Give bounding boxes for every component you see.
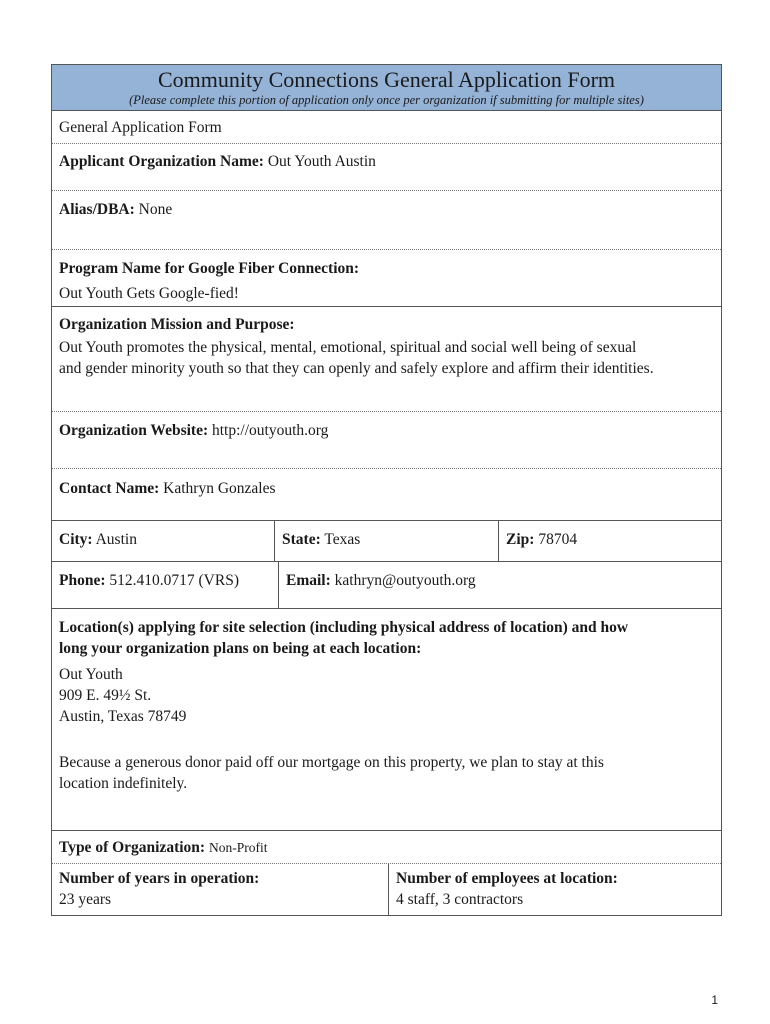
website-row — [52, 411, 721, 468]
state-label: State: — [282, 531, 321, 548]
form-subtitle: (Please complete this portion of application only once per organization if submitting for multiple sites) — [129, 93, 644, 107]
years-employees-row — [52, 863, 721, 915]
years-value: 23 years — [59, 891, 112, 908]
email-value: kathryn@outyouth.org — [334, 572, 476, 589]
contact-value: Kathryn Gonzales — [163, 480, 276, 497]
program-label: Program Name for Google Fiber Connection: — [59, 260, 360, 277]
contact-row — [52, 468, 721, 520]
employees-value: 4 staff, 3 contractors — [396, 891, 524, 908]
alias-value: None — [138, 201, 173, 218]
locations-label-line-1: Location(s) applying for site selection (including physical address of location) and how — [59, 619, 629, 636]
program-row — [52, 249, 721, 306]
address-line-3: Austin, Texas 78749 — [59, 708, 187, 725]
org-name-value: Out Youth Austin — [267, 153, 376, 170]
location-note-line-1: Because a generous donor paid off our mortgage on this property, we plan to stay at this — [59, 754, 604, 771]
org-type-row — [52, 830, 721, 863]
application-form — [51, 64, 722, 916]
phone-email-row — [52, 561, 721, 608]
org-type-label: Type of Organization: — [59, 839, 206, 856]
section-label: General Application Form — [59, 119, 222, 136]
years-label: Number of years in operation: — [59, 870, 260, 887]
city-state-zip-row — [52, 520, 721, 561]
locations-row — [52, 608, 721, 830]
contact-label: Contact Name: — [59, 480, 160, 497]
phone-value: 512.410.0717 (VRS) — [109, 572, 239, 589]
address-line-1: Out Youth — [59, 666, 123, 683]
org-name-row — [52, 143, 721, 190]
website-value: http://outyouth.org — [212, 422, 329, 439]
mission-row — [52, 306, 721, 411]
email-label: Email: — [286, 572, 331, 589]
form-title: Community Connections General Application Form — [157, 67, 616, 92]
alias-label: Alias/DBA: — [59, 201, 135, 218]
city-label: City: — [59, 531, 93, 548]
alias-row — [52, 190, 721, 249]
locations-label-line-2: long your organization plans on being at each location: — [59, 640, 422, 657]
program-value: Out Youth Gets Google-fied! — [59, 285, 239, 302]
state-value: Texas — [324, 531, 361, 548]
form-bottom-border — [52, 915, 721, 916]
phone-label: Phone: — [59, 572, 106, 589]
form-header — [52, 64, 721, 110]
city-value: Austin — [95, 531, 137, 548]
website-label: Organization Website: — [59, 422, 209, 439]
mission-label: Organization Mission and Purpose: — [59, 316, 295, 333]
zip-label: Zip: — [506, 531, 535, 548]
section-label-row — [52, 110, 721, 143]
zip-value: 78704 — [538, 531, 578, 548]
page-number: 1 — [711, 993, 718, 1007]
org-name-label: Applicant Organization Name: — [59, 153, 264, 170]
employees-label: Number of employees at location: — [396, 870, 618, 887]
mission-line-2: and gender minority youth so that they can openly and safely explore and affirm their identities. — [59, 360, 654, 377]
location-note-line-2: location indefinitely. — [59, 775, 188, 792]
address-line-2: 909 E. 49½ St. — [59, 687, 152, 704]
org-type-value: Non-Profit — [208, 840, 268, 855]
mission-line-1: Out Youth promotes the physical, mental, emotional, spiritual and social well being of sexual — [59, 339, 637, 356]
